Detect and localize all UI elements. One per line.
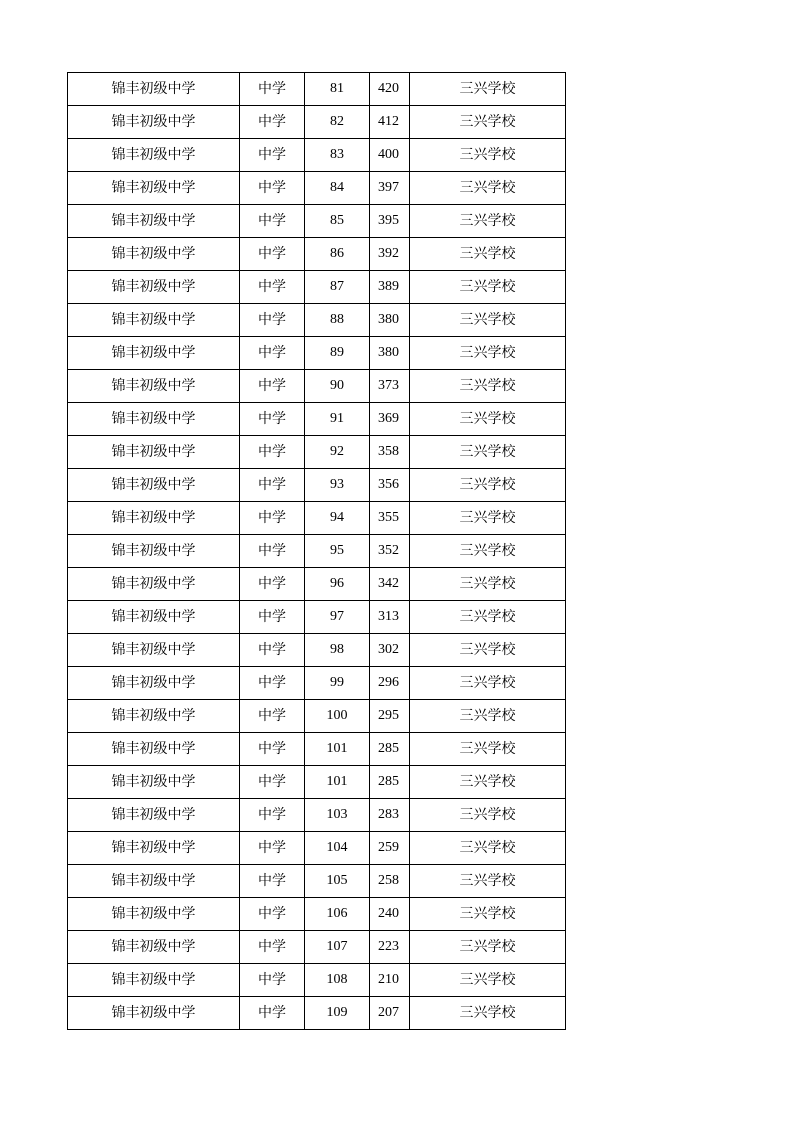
cell-school-level: 中学 [240, 304, 305, 337]
cell-school-name: 锦丰初级中学 [68, 601, 240, 634]
table-row [68, 766, 566, 799]
cell-school-level: 中学 [240, 436, 305, 469]
cell-assigned-school: 三兴学校 [410, 502, 566, 535]
cell-assigned-school: 三兴学校 [410, 535, 566, 568]
cell-rank: 82 [305, 106, 370, 139]
cell-rank: 93 [305, 469, 370, 502]
table-row [68, 568, 566, 601]
cell-rank: 91 [305, 403, 370, 436]
cell-rank: 109 [305, 997, 370, 1030]
table-row [68, 964, 566, 997]
cell-school-name: 锦丰初级中学 [68, 502, 240, 535]
cell-school-level: 中学 [240, 733, 305, 766]
table-row [68, 799, 566, 832]
table-row [68, 139, 566, 172]
cell-school-name: 锦丰初级中学 [68, 436, 240, 469]
cell-score: 302 [370, 634, 410, 667]
cell-score: 352 [370, 535, 410, 568]
cell-score: 295 [370, 700, 410, 733]
cell-school-level: 中学 [240, 106, 305, 139]
table-row [68, 898, 566, 931]
cell-assigned-school: 三兴学校 [410, 964, 566, 997]
cell-rank: 88 [305, 304, 370, 337]
cell-rank: 94 [305, 502, 370, 535]
cell-score: 258 [370, 865, 410, 898]
cell-rank: 108 [305, 964, 370, 997]
cell-school-name: 锦丰初级中学 [68, 535, 240, 568]
cell-school-name: 锦丰初级中学 [68, 931, 240, 964]
cell-school-name: 锦丰初级中学 [68, 73, 240, 106]
cell-assigned-school: 三兴学校 [410, 733, 566, 766]
table-row [68, 865, 566, 898]
cell-score: 389 [370, 271, 410, 304]
cell-school-level: 中学 [240, 865, 305, 898]
cell-assigned-school: 三兴学校 [410, 403, 566, 436]
cell-school-name: 锦丰初级中学 [68, 205, 240, 238]
cell-rank: 81 [305, 73, 370, 106]
cell-rank: 89 [305, 337, 370, 370]
cell-assigned-school: 三兴学校 [410, 73, 566, 106]
table-row [68, 832, 566, 865]
cell-school-level: 中学 [240, 469, 305, 502]
cell-score: 356 [370, 469, 410, 502]
cell-school-name: 锦丰初级中学 [68, 832, 240, 865]
cell-school-name: 锦丰初级中学 [68, 766, 240, 799]
cell-rank: 84 [305, 172, 370, 205]
cell-school-name: 锦丰初级中学 [68, 700, 240, 733]
cell-school-name: 锦丰初级中学 [68, 271, 240, 304]
cell-school-level: 中学 [240, 568, 305, 601]
cell-assigned-school: 三兴学校 [410, 601, 566, 634]
cell-school-level: 中学 [240, 403, 305, 436]
cell-school-level: 中学 [240, 601, 305, 634]
cell-school-name: 锦丰初级中学 [68, 865, 240, 898]
cell-school-level: 中学 [240, 832, 305, 865]
cell-score: 207 [370, 997, 410, 1030]
cell-school-name: 锦丰初级中学 [68, 898, 240, 931]
cell-score: 395 [370, 205, 410, 238]
cell-score: 397 [370, 172, 410, 205]
cell-rank: 105 [305, 865, 370, 898]
cell-assigned-school: 三兴学校 [410, 997, 566, 1030]
table-row [68, 502, 566, 535]
cell-score: 380 [370, 337, 410, 370]
cell-assigned-school: 三兴学校 [410, 469, 566, 502]
cell-school-level: 中学 [240, 667, 305, 700]
cell-score: 400 [370, 139, 410, 172]
cell-rank: 96 [305, 568, 370, 601]
cell-assigned-school: 三兴学校 [410, 799, 566, 832]
cell-school-name: 锦丰初级中学 [68, 634, 240, 667]
table-row [68, 403, 566, 436]
cell-assigned-school: 三兴学校 [410, 436, 566, 469]
cell-rank: 92 [305, 436, 370, 469]
cell-rank: 95 [305, 535, 370, 568]
cell-school-name: 锦丰初级中学 [68, 139, 240, 172]
cell-assigned-school: 三兴学校 [410, 766, 566, 799]
cell-school-level: 中学 [240, 634, 305, 667]
cell-school-level: 中学 [240, 799, 305, 832]
cell-rank: 103 [305, 799, 370, 832]
cell-school-level: 中学 [240, 997, 305, 1030]
cell-assigned-school: 三兴学校 [410, 634, 566, 667]
cell-school-name: 锦丰初级中学 [68, 106, 240, 139]
cell-school-name: 锦丰初级中学 [68, 733, 240, 766]
cell-school-name: 锦丰初级中学 [68, 799, 240, 832]
cell-school-name: 锦丰初级中学 [68, 403, 240, 436]
cell-assigned-school: 三兴学校 [410, 304, 566, 337]
cell-assigned-school: 三兴学校 [410, 832, 566, 865]
cell-school-level: 中学 [240, 535, 305, 568]
cell-score: 285 [370, 766, 410, 799]
cell-score: 285 [370, 733, 410, 766]
cell-assigned-school: 三兴学校 [410, 931, 566, 964]
cell-score: 223 [370, 931, 410, 964]
cell-score: 392 [370, 238, 410, 271]
cell-school-level: 中学 [240, 964, 305, 997]
cell-rank: 85 [305, 205, 370, 238]
cell-score: 355 [370, 502, 410, 535]
cell-score: 380 [370, 304, 410, 337]
table-row [68, 73, 566, 106]
cell-rank: 101 [305, 733, 370, 766]
cell-score: 412 [370, 106, 410, 139]
cell-rank: 87 [305, 271, 370, 304]
cell-rank: 101 [305, 766, 370, 799]
cell-school-name: 锦丰初级中学 [68, 997, 240, 1030]
cell-rank: 107 [305, 931, 370, 964]
cell-assigned-school: 三兴学校 [410, 205, 566, 238]
cell-rank: 83 [305, 139, 370, 172]
data-table [67, 72, 566, 1030]
cell-school-name: 锦丰初级中学 [68, 337, 240, 370]
cell-assigned-school: 三兴学校 [410, 568, 566, 601]
table-row [68, 172, 566, 205]
cell-school-level: 中学 [240, 271, 305, 304]
cell-school-level: 中学 [240, 139, 305, 172]
cell-rank: 99 [305, 667, 370, 700]
cell-assigned-school: 三兴学校 [410, 370, 566, 403]
cell-school-name: 锦丰初级中学 [68, 172, 240, 205]
cell-score: 240 [370, 898, 410, 931]
cell-rank: 90 [305, 370, 370, 403]
cell-assigned-school: 三兴学校 [410, 337, 566, 370]
cell-school-level: 中学 [240, 172, 305, 205]
table-row [68, 337, 566, 370]
table-body [68, 73, 566, 1030]
cell-score: 342 [370, 568, 410, 601]
table-row [68, 535, 566, 568]
cell-score: 358 [370, 436, 410, 469]
spreadsheet-page [67, 72, 566, 1030]
cell-score: 259 [370, 832, 410, 865]
cell-score: 283 [370, 799, 410, 832]
cell-rank: 86 [305, 238, 370, 271]
table-row [68, 997, 566, 1030]
cell-assigned-school: 三兴学校 [410, 172, 566, 205]
cell-school-level: 中学 [240, 766, 305, 799]
cell-score: 296 [370, 667, 410, 700]
table-row [68, 106, 566, 139]
cell-assigned-school: 三兴学校 [410, 700, 566, 733]
cell-assigned-school: 三兴学校 [410, 271, 566, 304]
cell-assigned-school: 三兴学校 [410, 667, 566, 700]
cell-assigned-school: 三兴学校 [410, 865, 566, 898]
cell-school-level: 中学 [240, 370, 305, 403]
cell-score: 313 [370, 601, 410, 634]
cell-school-level: 中学 [240, 898, 305, 931]
cell-rank: 97 [305, 601, 370, 634]
cell-school-level: 中学 [240, 238, 305, 271]
table-row [68, 634, 566, 667]
cell-school-name: 锦丰初级中学 [68, 667, 240, 700]
cell-school-level: 中学 [240, 502, 305, 535]
table-row [68, 667, 566, 700]
cell-score: 420 [370, 73, 410, 106]
cell-rank: 100 [305, 700, 370, 733]
cell-assigned-school: 三兴学校 [410, 238, 566, 271]
cell-school-level: 中学 [240, 931, 305, 964]
cell-school-level: 中学 [240, 205, 305, 238]
table-row [68, 304, 566, 337]
table-row [68, 436, 566, 469]
table-row [68, 931, 566, 964]
table-row [68, 271, 566, 304]
table-row [68, 370, 566, 403]
cell-score: 373 [370, 370, 410, 403]
cell-score: 369 [370, 403, 410, 436]
cell-school-level: 中学 [240, 337, 305, 370]
table-row [68, 469, 566, 502]
cell-assigned-school: 三兴学校 [410, 106, 566, 139]
table-row [68, 601, 566, 634]
cell-school-name: 锦丰初级中学 [68, 964, 240, 997]
cell-school-name: 锦丰初级中学 [68, 238, 240, 271]
cell-score: 210 [370, 964, 410, 997]
cell-rank: 104 [305, 832, 370, 865]
cell-rank: 98 [305, 634, 370, 667]
cell-rank: 106 [305, 898, 370, 931]
cell-school-name: 锦丰初级中学 [68, 469, 240, 502]
table-row [68, 733, 566, 766]
table-row [68, 700, 566, 733]
cell-school-level: 中学 [240, 700, 305, 733]
cell-school-name: 锦丰初级中学 [68, 304, 240, 337]
cell-school-level: 中学 [240, 73, 305, 106]
table-row [68, 238, 566, 271]
cell-assigned-school: 三兴学校 [410, 898, 566, 931]
cell-assigned-school: 三兴学校 [410, 139, 566, 172]
cell-school-name: 锦丰初级中学 [68, 568, 240, 601]
cell-school-name: 锦丰初级中学 [68, 370, 240, 403]
table-row [68, 205, 566, 238]
